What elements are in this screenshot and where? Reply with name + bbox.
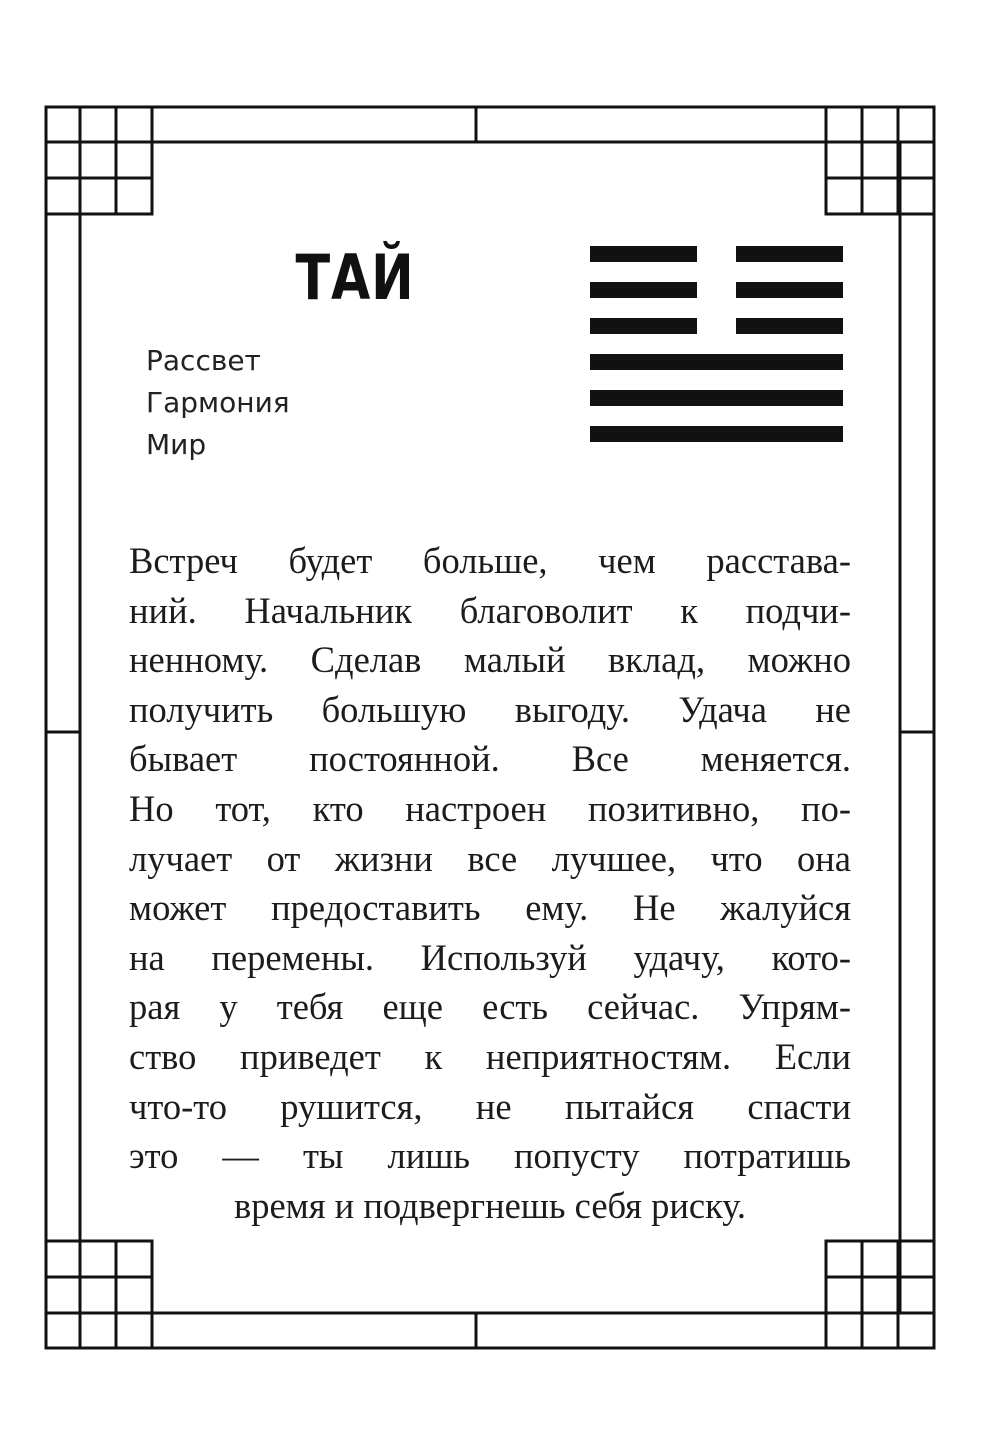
hexagram-icon	[590, 246, 843, 442]
hexagram-solid-line	[590, 354, 843, 370]
hexagram-line-segment	[736, 282, 843, 298]
description-line: может предоставить ему. Не жалуйся	[129, 887, 851, 929]
description-line: это — ты лишь попусту потратишь	[129, 1135, 851, 1177]
hexagram-broken-line	[590, 282, 843, 298]
hexagram-line-segment	[590, 318, 697, 334]
description-line: ненному. Сделав малый вклад, можно	[129, 639, 851, 681]
hexagram-line-segment	[590, 246, 697, 262]
hexagram-broken-line	[590, 318, 843, 334]
card-title: ТАЙ	[295, 241, 415, 314]
hexagram-line-segment	[590, 282, 697, 298]
description-line: лучает от жизни все лучшее, что она	[129, 837, 851, 879]
description-line: рая у тебя еще есть сейчас. Упрям-	[129, 986, 851, 1028]
hexagram-line-segment	[590, 354, 843, 370]
description-line: ство приведет к неприятностям. Если	[129, 1035, 851, 1077]
description-line: что-то рушится, не пытайся спасти	[129, 1085, 851, 1127]
description-line: Но тот, кто настроен позитивно, по-	[129, 787, 851, 829]
keyword-list	[146, 340, 290, 466]
description-line: ний. Начальник благоволит к подчи-	[129, 589, 851, 631]
description-line: на перемены. Используй удачу, кото-	[129, 936, 851, 978]
hexagram-line-segment	[590, 426, 843, 442]
hexagram-line-segment	[590, 390, 843, 406]
keyword-item: Рассвет	[146, 344, 261, 377]
hexagram-broken-line	[590, 246, 843, 262]
hexagram-solid-line	[590, 390, 843, 406]
hexagram-line-segment	[736, 246, 843, 262]
keyword-item: Гармония	[146, 386, 290, 419]
hexagram-solid-line	[590, 426, 843, 442]
keyword-item: Мир	[146, 428, 207, 461]
description-line: бывает постоянной. Все меняется.	[129, 738, 851, 780]
description-line: получить большую выгоду. Удача не	[129, 688, 851, 730]
card-description	[129, 536, 851, 1230]
description-line: время и подвергнешь себя риску.	[233, 1184, 747, 1226]
description-line: Встреч будет больше, чем расстава-	[129, 540, 851, 581]
hexagram-line-segment	[736, 318, 843, 334]
